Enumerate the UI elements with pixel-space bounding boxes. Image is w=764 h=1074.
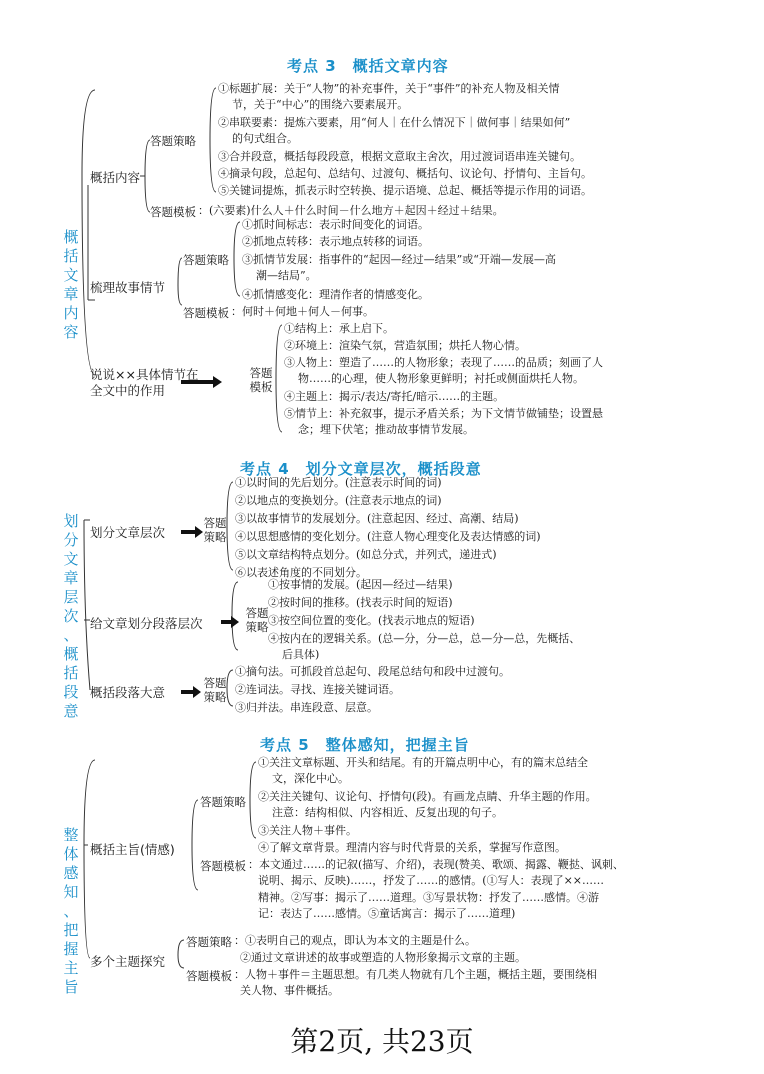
list-item: ③按空间位置的变化。(找表示地点的短语) [268,614,475,627]
strategy-label: 答题策略 [203,676,227,704]
node-paragraph-layers: 给文章划分段落层次 [90,616,203,631]
strategy-label: 答题策略 [186,935,232,949]
vertical-char: 、 [63,902,79,920]
vertical-char: 分 [63,531,79,549]
list-item: ⑤以文章结构特点划分。(如总分式，并列式，递进式) [235,548,497,561]
vertical-char: 括 [63,247,79,265]
vertical-char: 容 [63,323,79,341]
node-summarize-content: 概括内容 [90,170,141,185]
template-label: 答题模板 [200,859,246,873]
template-text: 关人物、事件概括。 [240,984,339,997]
vertical-char: 内 [63,304,79,322]
section-title: 考点 4 划分文章层次，概括段意 [240,460,482,478]
list-item: 节，关于“中心”的围绕六要素展开。 [232,98,409,111]
list-item: ④抓情感变化：理清作者的情感变化。 [242,288,429,301]
vertical-char: 章 [63,569,79,587]
list-item: ③关注人物＋事件。 [258,824,357,837]
list-item: 潮—结局”。 [256,269,317,282]
list-item: ②抓地点转移：表示地点转移的词语。 [242,235,429,248]
template-label: 答题模板 [183,306,229,320]
list-item: ②连词法。寻找、连接关键词语。 [235,683,400,696]
list-item: ①按事情的发展。(起因—经过—结果) [268,578,453,591]
vertical-char: 、 [63,626,79,644]
node-multi-theme: 多个主题探究 [90,954,166,969]
list-item: ③归并法。串连段意、层意。 [235,701,378,714]
strategy-label: 答题策略 [203,516,227,544]
template-text: 说明、揭示、反映)……，抒发了……的感情。(①写人：表现了××…… [258,874,605,887]
list-item: ①以时间的先后划分。(注意表示时间的词) [235,476,442,489]
list-item: ②环境上：渲染气氛，营造氛围；烘托人物心情。 [284,339,526,352]
vertical-char: 文 [63,266,79,284]
vertical-char: 整 [63,826,79,844]
list-item: 物……的心理，使人物形象更鲜明；衬托或侧面烘托人物。 [298,372,584,385]
list-item: ②串联要素：提炼六要素，用“何人｜在什么情况下｜做何事｜结果如何” [218,116,571,129]
list-item: 后具体) [282,648,320,661]
list-item: ⑤关键词提炼，抓表示时空转换、提示语境、总起、概括等提示作用的词语。 [218,184,592,197]
template-text: ：人物＋事件＝主题思想。有几类人物就有几个主题，概括主题，要围绕相 [234,968,597,981]
list-item: ①关注文章标题、开头和结尾。有的开篇点明中心，有的篇末总结全 [258,756,588,769]
vertical-char: 感 [63,864,79,882]
section-vertical-label [62,512,80,721]
list-item: ①结构上：承上启下。 [284,322,394,335]
list-item: ②通过文章讲述的故事或塑造的人物形象揭示文章的主题。 [240,951,526,964]
vertical-char: 主 [63,959,79,977]
template-label: 答题模板 [186,969,232,983]
list-item: ①标题扩展：关于“人物”的补充事件，关于“事件”的补充人物及相关情 [218,82,560,95]
node-plot-role-2: 全文中的作用 [90,383,166,398]
vertical-char: 次 [63,607,79,625]
list-item: ①抓时间标志：表示时间变化的词语。 [242,218,429,231]
list-item: ②按时间的推移。(找表示时间的短语) [268,596,453,609]
node-plot: 梳理故事情节 [90,280,166,295]
vertical-char: 段 [63,683,79,701]
template-label: 答题模板 [150,205,196,219]
vertical-char: 把 [63,921,79,939]
strategy-label: 答题策略 [245,606,269,634]
vertical-char: 层 [63,588,79,606]
list-item: 念；埋下伏笔；推动故事情节发展。 [298,423,474,436]
list-item: ③抓情节发展：指事件的“起因—经过—结果”或“开端—发展—高 [242,253,556,266]
list-item: ③合并段意，概括每段段意，根据文意取主舍次，用过渡词语串连关键句。 [218,150,581,163]
vertical-char: 章 [63,285,79,303]
section-vertical-label [62,228,80,342]
list-item: ④按内在的逻辑关系。(总—分，分—总，总—分—总，先概括、 [268,632,581,645]
template-text: ：(六要素)什么人＋什么时间－什么地方＋起因＋经过＋结果。 [198,204,504,217]
template-text: 记：表达了……感情。⑤童话寓言：揭示了……道理) [258,907,516,920]
section-vertical-label [62,826,80,997]
vertical-char: 括 [63,664,79,682]
vertical-char: 体 [63,845,79,863]
list-item: ③人物上：塑造了……的人物形象；表现了……的品质；刻画了人 [284,356,603,369]
list-item: 文，深化中心。 [272,772,349,785]
list-item: 注意：结构相似、内容相近、反复出现的句子。 [272,806,503,819]
template-text: ：本文通过……的记叙(描写、介绍)，表现(赞美、歌颂、揭露、鞭挞、讽刺、 [248,858,624,871]
strategy-label: 答题策略 [200,795,246,809]
strategy-label: 答题策略 [150,134,196,148]
node-paragraph-summary: 概括段落大意 [90,685,166,700]
strategy-label: 答题策略 [183,253,229,267]
list-item: ：①表明自己的观点，即认为本文的主题是什么。 [234,934,476,947]
vertical-char: 意 [63,702,79,720]
list-item: ④以思想感情的变化划分。(注意人物心理变化及表达情感的词) [235,530,541,543]
vertical-char: 知 [63,883,79,901]
list-item: ②以地点的变换划分。(注意表示地点的词) [235,494,442,507]
vertical-char: 握 [63,940,79,958]
list-item: ②关注关键句、议论句、抒情句(段)。有画龙点睛、升华主题的作用。 [258,790,597,803]
vertical-char: 划 [63,512,79,530]
template-text: ：何时＋何地＋何人－何事。 [231,305,374,318]
vertical-char: 旨 [63,978,79,996]
list-item: ③以故事情节的发展划分。(注意起因、经过、高潮、结局) [235,512,519,525]
list-item: ④主题上：揭示/表达/寄托/暗示……的主题。 [284,390,505,403]
list-item: 的句式组合。 [232,132,298,145]
list-item: ④了解文章背景。理清内容与时代背景的关系，掌握写作意图。 [258,841,566,854]
list-item: ④摘录句段，总起句、总结句、过渡句、概括句、议论句、抒情句、主旨句。 [218,167,592,180]
node-divide-layers: 划分文章层次 [90,525,166,540]
vertical-char: 文 [63,550,79,568]
vertical-char: 概 [63,228,79,246]
vertical-char: 概 [63,645,79,663]
list-item: ①摘句法。可抓段首总起句、段尾总结句和段中过渡句。 [235,665,510,678]
template-text: 精神。②写事：揭示了……道理。③写景状物：抒发了……感情。④游 [258,891,599,904]
section-title: 考点 3 概括文章内容 [287,57,449,75]
template-label: 答题模板 [249,366,273,394]
list-item: ⑤情节上：补充叙事，提示矛盾关系；为下文情节做铺垫；设置悬 [284,407,603,420]
section-title: 考点 5 整体感知，把握主旨 [260,736,470,754]
page-number: 第2页, 共23页 [290,1025,474,1058]
node-main-idea: 概括主旨(情感) [90,842,175,857]
list-item: ⑥以表述角度的不同划分。 [235,566,367,579]
node-plot-role-1: 说说××具体情节在 [90,367,199,382]
